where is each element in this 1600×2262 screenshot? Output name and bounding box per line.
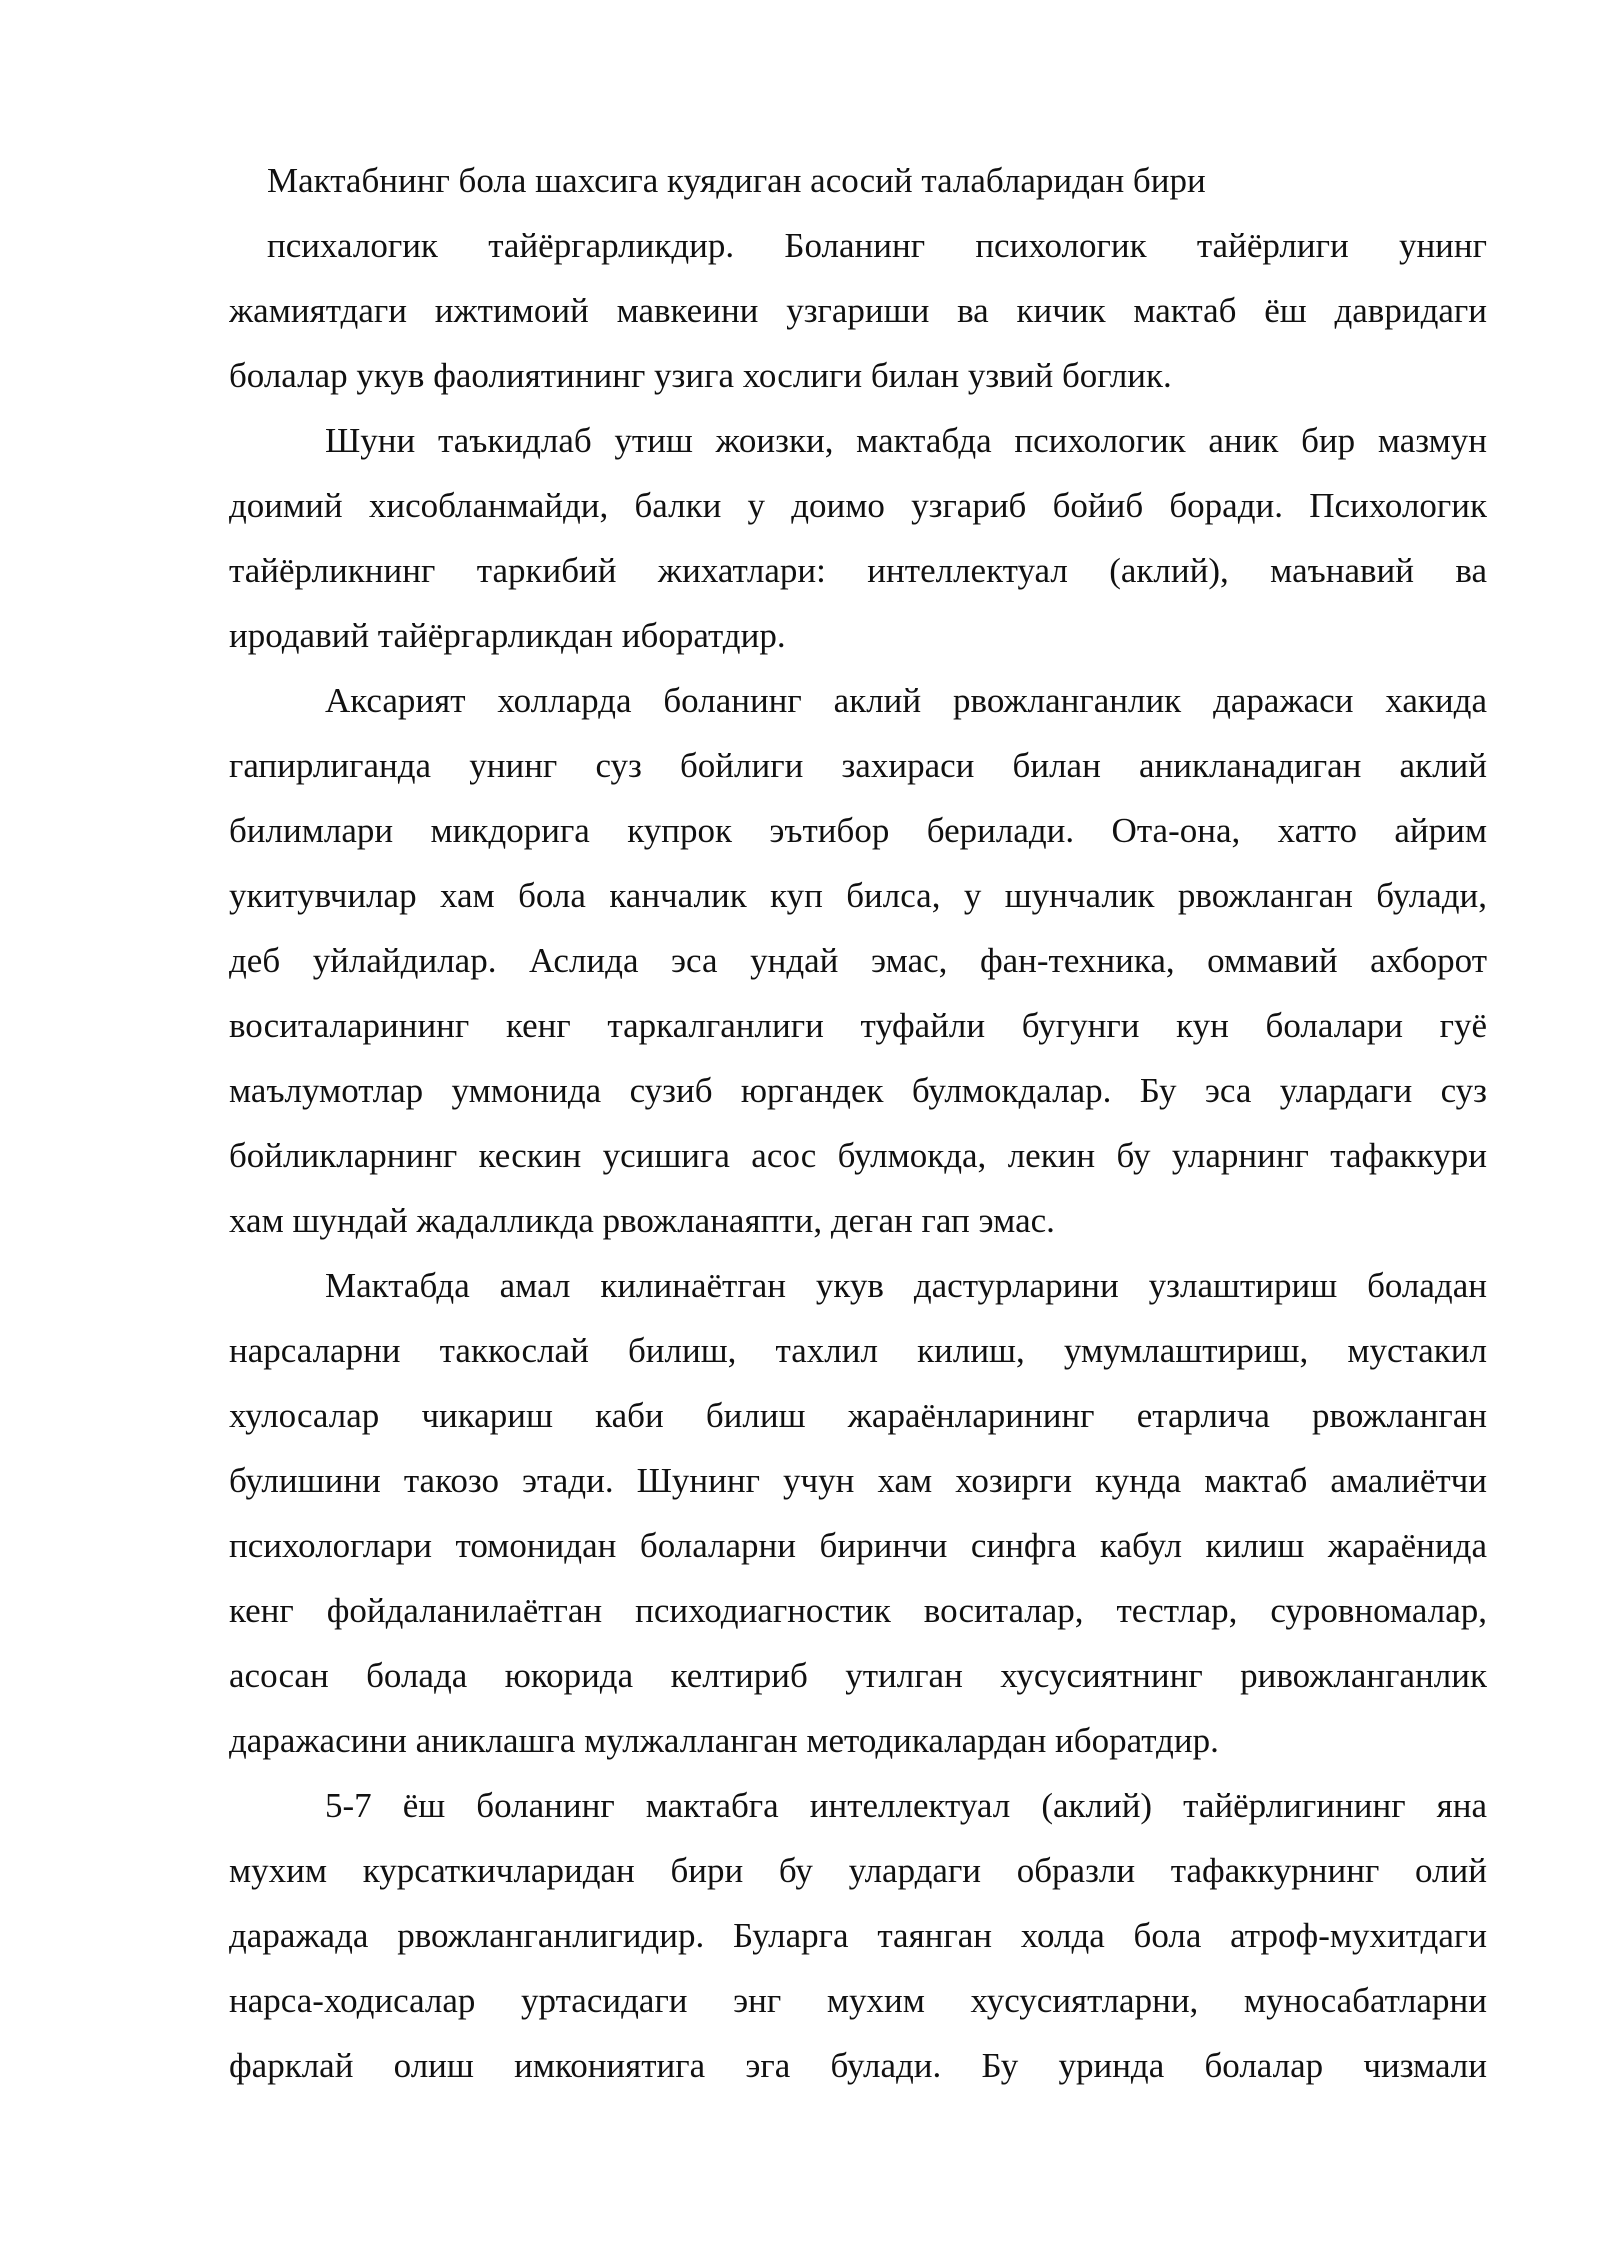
text-line: хам шундай жадалликда рвожланаяпти, деган гап эмас.: [229, 1201, 1055, 1240]
paragraph-2: [229, 213, 1487, 408]
text-line: тайёрликнинг таркибий жихатлари: интеллектуал (аклий), маънавий ва: [229, 551, 1487, 590]
text-line: Шуни таъкидлаб утиш жоизки, мактабда психологик аник бир мазмун: [325, 421, 1487, 460]
text-line: иродавий тайёргарликдан иборатдир.: [229, 616, 786, 655]
text-line: нарса-ходисалар уртасидаги энг мухим хусусиятларни, муносабатларни: [229, 1981, 1487, 2020]
text-line: бойликларнинг кескин усишига асос булмокда, лекин бу уларнинг тафаккури: [229, 1136, 1487, 1175]
text-line: Мактабда амал килинаётган укув дастурларини узлаштириш боладан: [325, 1266, 1487, 1305]
text-line: психологлари томонидан болаларни биринчи синфга кабул килиш жараёнида: [229, 1526, 1487, 1565]
paragraph-3: [229, 408, 1487, 668]
text-line: маълумотлар уммонида сузиб юргандек булмокдалар. Бу эса улардаги суз: [229, 1071, 1487, 1110]
text-line: воситаларининг кенг таркалганлиги туфайли бугунги кун болалари гуё: [229, 1006, 1487, 1045]
text-line: деб уйлайдилар. Аслида эса ундай эмас, фан-техника, оммавий ахборот: [229, 941, 1487, 980]
text-line: даражада рвожланганлигидир. Буларга таянган холда бола атроф-мухитдаги: [229, 1916, 1487, 1955]
paragraph-5: [229, 1253, 1487, 1773]
text-line: психалогик тайёргарликдир. Боланинг психологик тайёрлиги унинг: [267, 226, 1487, 265]
text-line: даражасини аниклашга мулжалланган методикалардан иборатдир.: [229, 1721, 1219, 1760]
text-line: жамиятдаги ижтимоий мавкеини узгариши ва кичик мактаб ёш давридаги: [229, 291, 1487, 330]
text-line: 5-7 ёш боланинг мактабга интеллектуал (аклий) тайёрлигининг яна: [325, 1786, 1487, 1825]
text-line: болалар укув фаолиятининг узига хослиги билан узвий боглик.: [229, 356, 1172, 395]
document-body: [229, 148, 1487, 2098]
paragraph-6: [229, 1773, 1487, 2098]
text-line: укитувчилар хам бола канчалик куп билса, у шунчалик рвожланган булади,: [229, 876, 1487, 915]
text-line: Аксарият холларда боланинг аклий рвожланганлик даражаси хакида: [325, 681, 1487, 720]
paragraph-4: [229, 668, 1487, 1253]
text-line: Мактабнинг бола шахсига куядиган асосий талабларидан бири: [267, 161, 1206, 200]
text-line: нарсаларни таккослай билиш, тахлил килиш, умумлаштириш, мустакил: [229, 1331, 1487, 1370]
text-line: доимий хисобланмайди, балки у доимо узгариб бойиб боради. Психологик: [229, 486, 1487, 525]
text-line: хулосалар чикариш каби билиш жараёнларининг етарлича рвожланган: [229, 1396, 1487, 1435]
text-line: кенг фойдаланилаётган психодиагностик воситалар, тестлар, суровномалар,: [229, 1591, 1487, 1630]
text-line: фарклай олиш имкониятига эга булади. Бу уринда болалар чизмали: [229, 2046, 1487, 2085]
paragraph-1: [229, 148, 1487, 213]
text-line: мухим курсаткичларидан бири бу улардаги образли тафаккурнинг олий: [229, 1851, 1487, 1890]
text-line: булишини такозо этади. Шунинг учун хам хозирги кунда мактаб амалиётчи: [229, 1461, 1487, 1500]
text-line: асосан болада юкорида келтириб утилган хусусиятнинг ривожланганлик: [229, 1656, 1487, 1695]
text-line: гапирлиганда унинг суз бойлиги захираси билан аникланадиган аклий: [229, 746, 1487, 785]
text-line: билимлари микдорига купрок эътибор берилади. Ота-она, хатто айрим: [229, 811, 1487, 850]
